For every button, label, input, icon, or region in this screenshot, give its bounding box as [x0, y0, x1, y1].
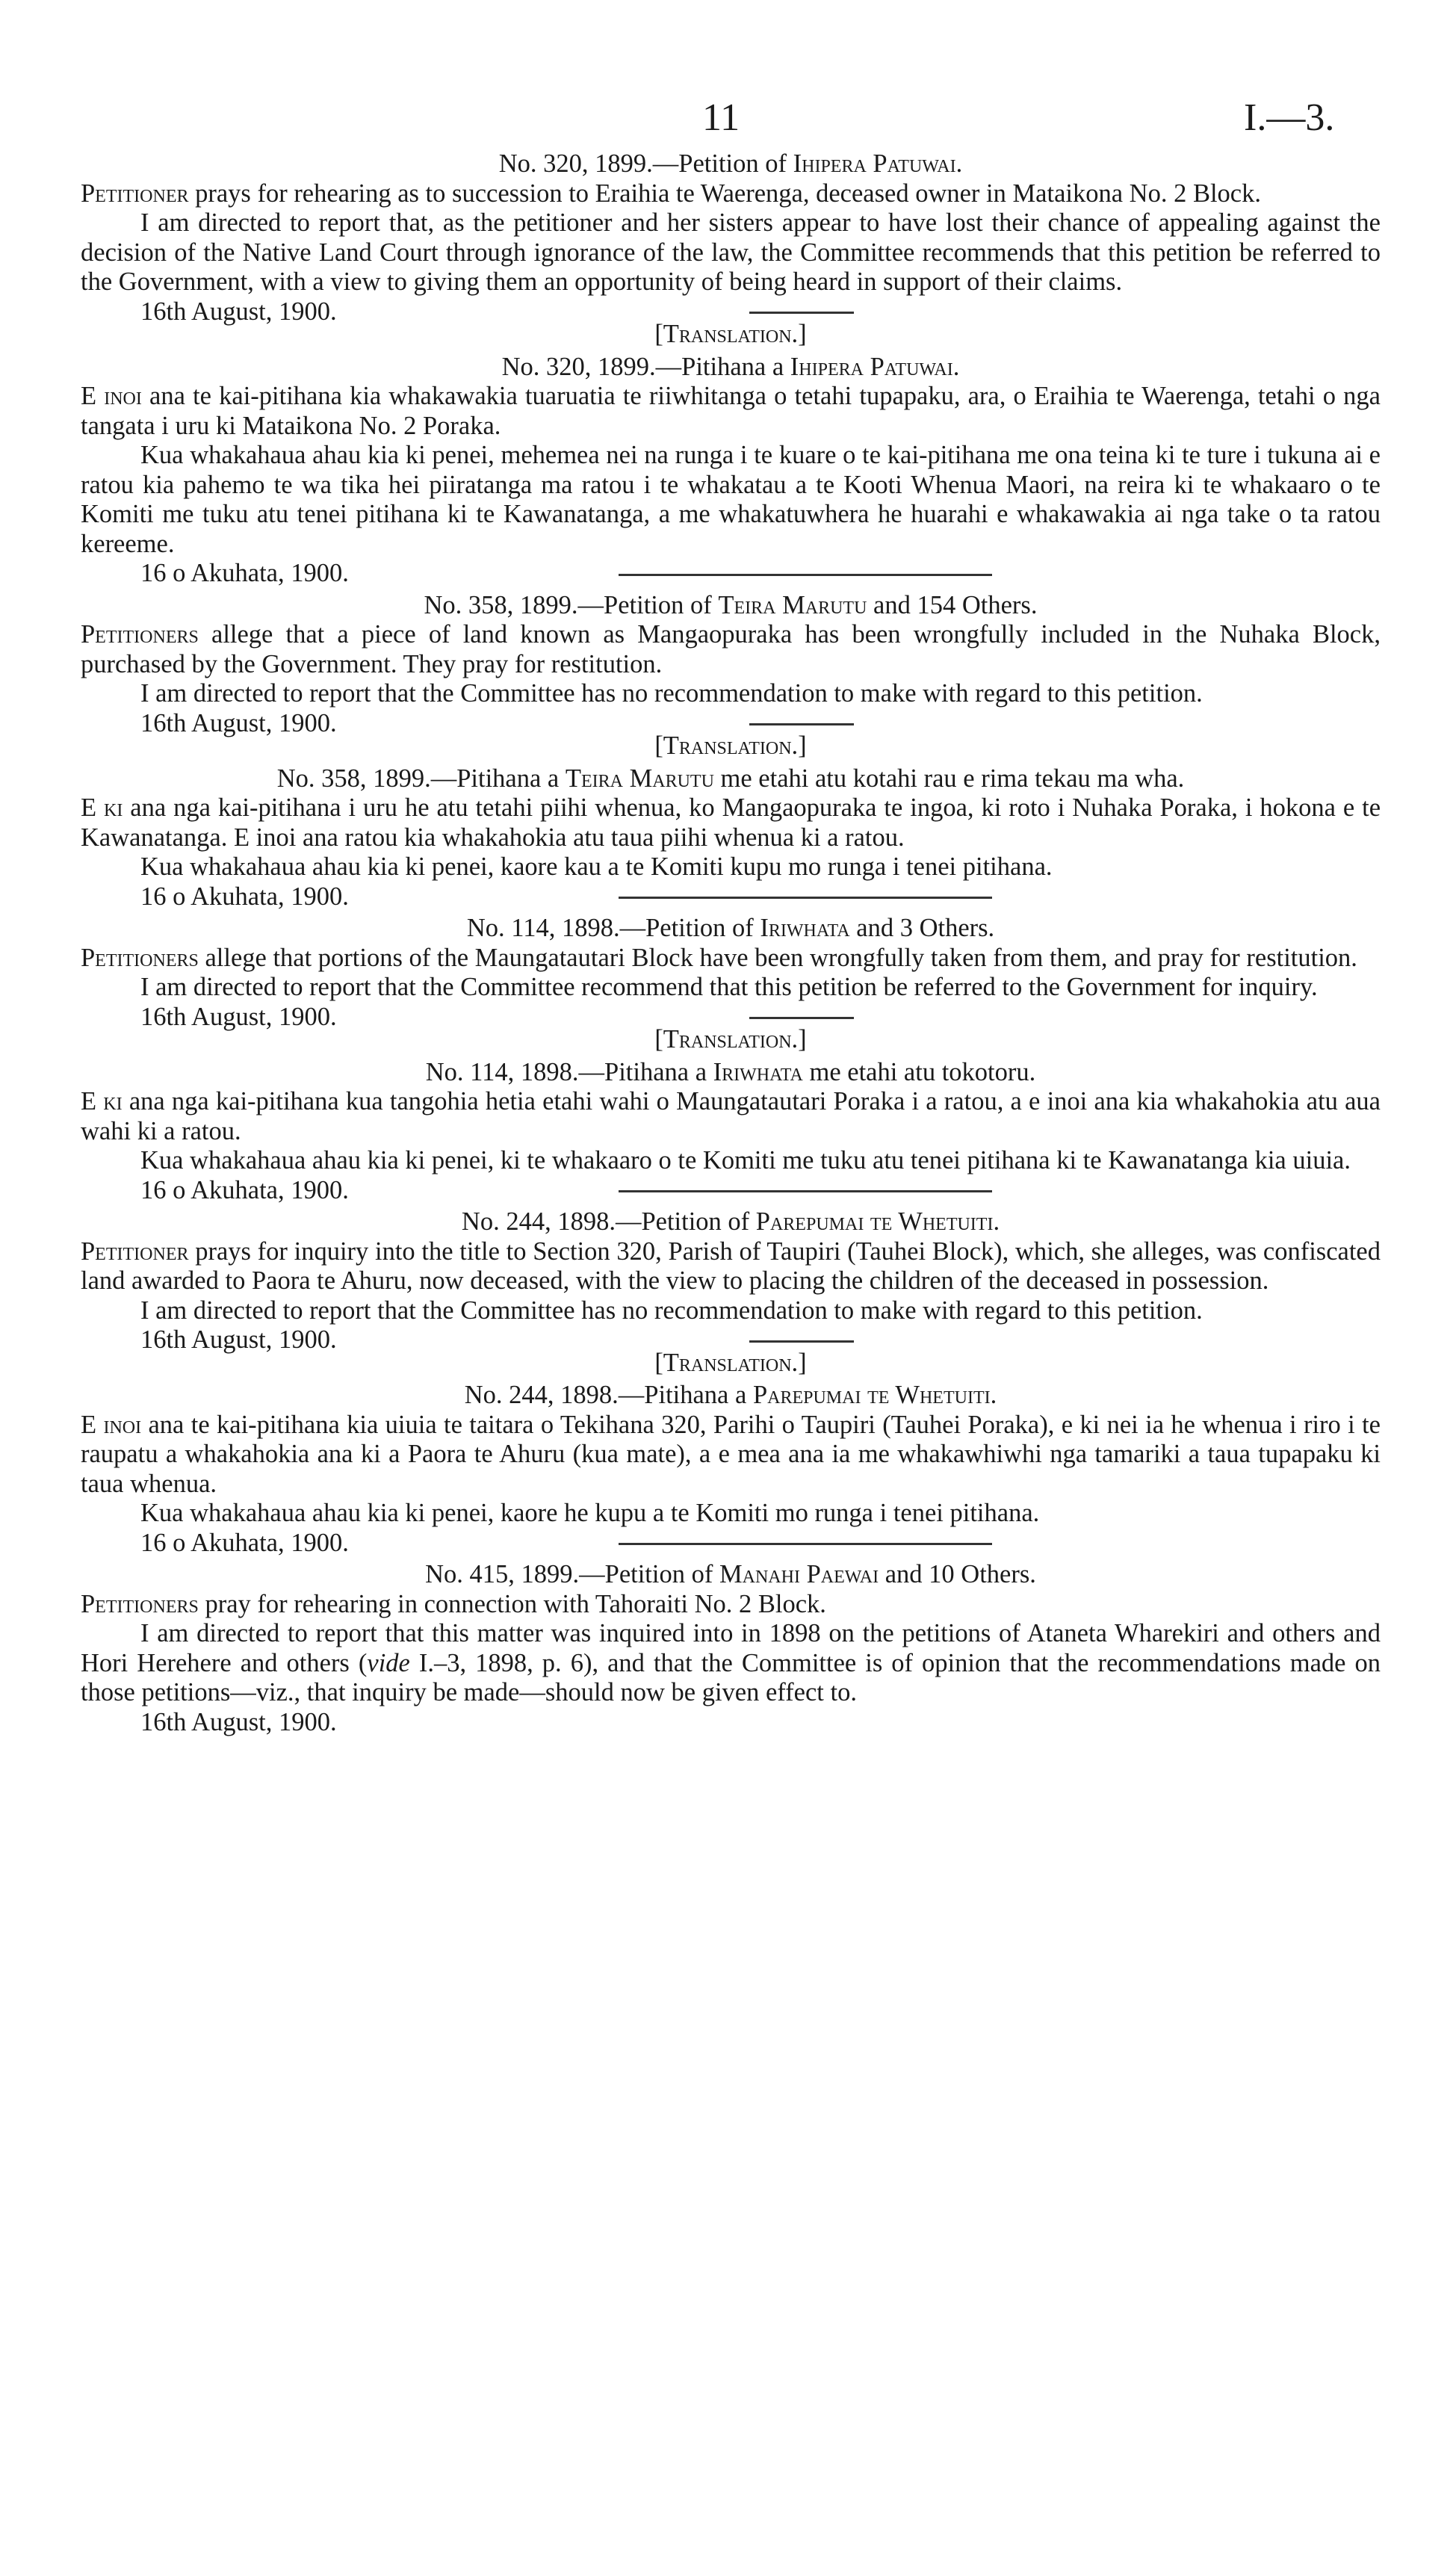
translated-summary-text: ana te kai-pitihana kia uiuia te taitara o Tekihana 320, Parihi o Taupiri (Tauhei Poraka), e ki nei ia he whenua i riro i te raupatu a whakahokia ana ki a Paora te Ahuru (kua mate), a e mea ana ia me whakawhiwhi nga tamariki a taua tupapaku ki taua whenua.: [81, 1410, 1381, 1498]
report-date: 16th August, 1900.: [140, 1707, 337, 1736]
title-prefix: No. 114, 1898.—Pitihana a: [425, 1057, 713, 1086]
summary-text: allege that a piece of land known as Mangaopuraka has been wrongfully included in the Nuhaka Block, purchased by the Government. They pray for restitution.: [81, 620, 1381, 678]
petitioner-name: Iriwhata: [713, 1057, 803, 1086]
petitioner-name: Manahi Paewai: [719, 1560, 879, 1588]
translation-label-text: [Translation.]: [654, 1025, 807, 1053]
translated-report: Kua whakahaua ahau kia ki penei, mehemea nei na runga i te kuare o te kai-pitihana me ona teina ki te ture i tukuna ai e ratou kia pahemo te wa tika hei piiratanga ma ratou i te whakatau a te Kooti Whenua Maori, na reira ki te whakaaro o te Komiti me tuku atu tenei pitihana ki te Kawanatanga, a me whakatuwhera he huarahi e whakawakia ai nga take o ta ratou kereeme.: [81, 441, 1381, 558]
petition-section: [81, 590, 1381, 911]
translated-title: [81, 1058, 1381, 1088]
short-divider: [749, 723, 854, 725]
petition-title: [81, 149, 1381, 179]
petition-summary: [81, 1237, 1381, 1296]
title-prefix: No. 415, 1899.—Petition of: [425, 1560, 719, 1588]
document-body: [81, 90, 1381, 1737]
section-divider: [619, 1190, 992, 1192]
lead-word: Petitioners: [81, 620, 199, 649]
committee-report: I am directed to report that the Committee has no recommendation to make with regard to this petition.: [140, 1296, 1203, 1325]
page-number: 11: [702, 96, 740, 139]
committee-report: I am directed to report that, as the petitioner and her sisters appear to have lost their chance of appealing against the decision of the Native Land Court through ignorance of the law, the Committee recommends that this petition be referred to the Government, with a view to giving them an opportunity of being heard in support of their claims.: [81, 208, 1381, 296]
title-suffix: and 154 Others.: [867, 590, 1038, 619]
lead-word: Petitioner: [81, 179, 189, 208]
translated-summary: [81, 1087, 1381, 1146]
petitioner-name: Parepumai te Whetuiti: [755, 1207, 994, 1236]
report-date: 16th August, 1900.: [140, 1325, 337, 1354]
petitioner-name: Parepumai te Whetuiti: [752, 1381, 991, 1409]
translated-date: 16 o Akuhata, 1900.: [140, 1175, 349, 1204]
title-suffix: me etahi atu tokotoru.: [802, 1057, 1036, 1086]
translated-report: Kua whakahaua ahau kia ki penei, kaore kau a te Komiti kupu mo runga i tenei pitihana.: [140, 852, 1053, 881]
short-divider: [749, 1340, 854, 1343]
petitioner-name: Teira Marutu: [565, 764, 714, 793]
short-divider: [749, 312, 854, 314]
title-prefix: No. 320, 1899.—Petition of: [498, 149, 793, 178]
document-reference: I.—3.: [1244, 96, 1335, 139]
petition-title: [81, 1207, 1381, 1237]
translation-label-text: [Translation.]: [654, 1348, 807, 1377]
title-prefix: No. 114, 1898.—Petition of: [466, 914, 760, 942]
title-suffix: .: [993, 1207, 1000, 1236]
title-prefix: No. 358, 1899.—Petition of: [424, 590, 719, 619]
title-suffix: .: [952, 352, 960, 381]
translated-title: [81, 1381, 1381, 1411]
petitioner-name: Teira Marutu: [718, 590, 867, 619]
translated-summary-text: ana nga kai-pitihana kua tangohia hetia etahi wahi o Maungatautari Poraka i a ratou, a e inoi ana kia whakahokia atu aua wahi ki a ratou.: [81, 1087, 1381, 1145]
lead-word: Petitioners: [81, 1589, 199, 1618]
committee-report: I am directed to report that the Committee recommend that this petition be referred to the Government for inquiry.: [140, 973, 1318, 1001]
translated-title: [81, 353, 1381, 383]
petition-title: [81, 914, 1381, 944]
title-suffix: me etahi atu kotahi rau e rima tekau ma wha.: [713, 764, 1185, 793]
report-text-b: I.–3, 1898, p. 6), and that the Committee is of opinion that the recommendations made on those petitions—viz., that inquiry be made—should now be given effect to.: [81, 1648, 1381, 1706]
petition-section: [81, 914, 1381, 1204]
translated-summary: [81, 793, 1381, 852]
translation-label-text: [Translation.]: [654, 320, 807, 348]
petitioner-name: Ihipera Patuwai: [790, 352, 953, 381]
title-suffix: .: [955, 149, 963, 178]
translated-title: [81, 764, 1381, 794]
section-divider: [619, 1543, 992, 1545]
translated-report: Kua whakahaua ahau kia ki penei, kaore he kupu a te Komiti mo runga i tenei pitihana.: [140, 1499, 1040, 1527]
translated-summary-text: ana nga kai-pitihana i uru he atu tetahi piihi whenua, ko Mangaopuraka te ingoa, ki roto i Nuhaka Poraka, i hokona e te Kawanatanga. E inoi ana ratou kia whakahokia atu taua piihi whenua ki a ratou.: [81, 793, 1381, 852]
translated-report: Kua whakahaua ahau kia ki penei, ki te whakaaro o te Komiti me tuku atu tenei pitihana ki te Kawanatanga kia uiuia.: [140, 1146, 1351, 1175]
title-prefix: No. 244, 1898.—Petition of: [461, 1207, 756, 1236]
translated-lead: E inoi: [81, 1410, 142, 1439]
report-text-a: I am directed to report that this matter was inquired into in 1898 on the petitions of Ataneta Wharekiri and others and Hori Herehere and others (: [81, 1619, 1381, 1677]
committee-report: I am directed to report that the Committee has no recommendation to make with regard to this petition.: [140, 679, 1203, 708]
lead-word: Petitioners: [81, 943, 199, 972]
short-divider: [749, 1017, 854, 1019]
translated-date: 16 o Akuhata, 1900.: [140, 1528, 349, 1557]
translated-date: 16 o Akuhata, 1900.: [140, 882, 349, 911]
petition-summary: [81, 620, 1381, 679]
summary-text: pray for rehearing in connection with Tahoraiti No. 2 Block.: [198, 1589, 826, 1618]
translated-lead: E ki: [81, 1087, 123, 1115]
title-prefix: No. 244, 1898.—Pitihana a: [464, 1381, 753, 1409]
petition-summary: [81, 1590, 1381, 1620]
petitioner-name: Ihipera Patuwai: [793, 149, 956, 178]
title-suffix: .: [990, 1381, 997, 1409]
title-suffix: and 3 Others.: [849, 914, 995, 942]
section-divider: [619, 897, 992, 899]
lead-word: Petitioner: [81, 1237, 189, 1266]
committee-report: [81, 1619, 1381, 1708]
translated-date: 16 o Akuhata, 1900.: [140, 559, 349, 587]
title-prefix: No. 358, 1899.—Pitihana a: [276, 764, 566, 793]
header-spacer: [81, 90, 1381, 149]
title-suffix: and 10 Others.: [879, 1560, 1036, 1588]
report-date: 16th August, 1900.: [140, 297, 337, 326]
petition-section: [81, 149, 1381, 587]
report-date: 16th August, 1900.: [140, 1002, 337, 1031]
translated-lead: E ki: [81, 793, 123, 822]
petition-summary: [81, 944, 1381, 974]
petition-title: [81, 591, 1381, 621]
summary-text: prays for rehearing as to succession to Eraihia te Waerenga, deceased owner in Mataikona No. 2 Block.: [188, 179, 1261, 208]
section-divider: [619, 574, 992, 576]
translation-label-text: [Translation.]: [654, 731, 807, 760]
petition-summary: [81, 179, 1381, 209]
petitioner-name: Iriwhata: [760, 914, 850, 942]
petition-section: [81, 1560, 1381, 1737]
translated-summary: [81, 382, 1381, 441]
vide-word: vide: [367, 1648, 410, 1677]
translated-summary: [81, 1411, 1381, 1500]
report-date: 16th August, 1900.: [140, 708, 337, 737]
summary-text: prays for inquiry into the title to Section 320, Parish of Taupiri (Tauhei Block), which, she alleges, was confiscated land awarded to Paora te Ahuru, now deceased, with the view to placing the children of the deceased in possession.: [81, 1237, 1381, 1295]
title-prefix: No. 320, 1899.—Pitihana a: [501, 352, 790, 381]
translated-lead: E inoi: [81, 382, 142, 410]
summary-text: allege that portions of the Maungatautari Block have been wrongfully taken from them, and pray for restitution.: [198, 943, 1357, 972]
petition-title: [81, 1560, 1381, 1590]
translated-summary-text: ana te kai-pitihana kia whakawakia tuaruatia te riiwhitanga o tetahi tupapaku, ara, o Eraihia te Waerenga, tetahi o nga tangata i uru ki Mataikona No. 2 Poraka.: [81, 382, 1381, 440]
petition-section: [81, 1207, 1381, 1557]
